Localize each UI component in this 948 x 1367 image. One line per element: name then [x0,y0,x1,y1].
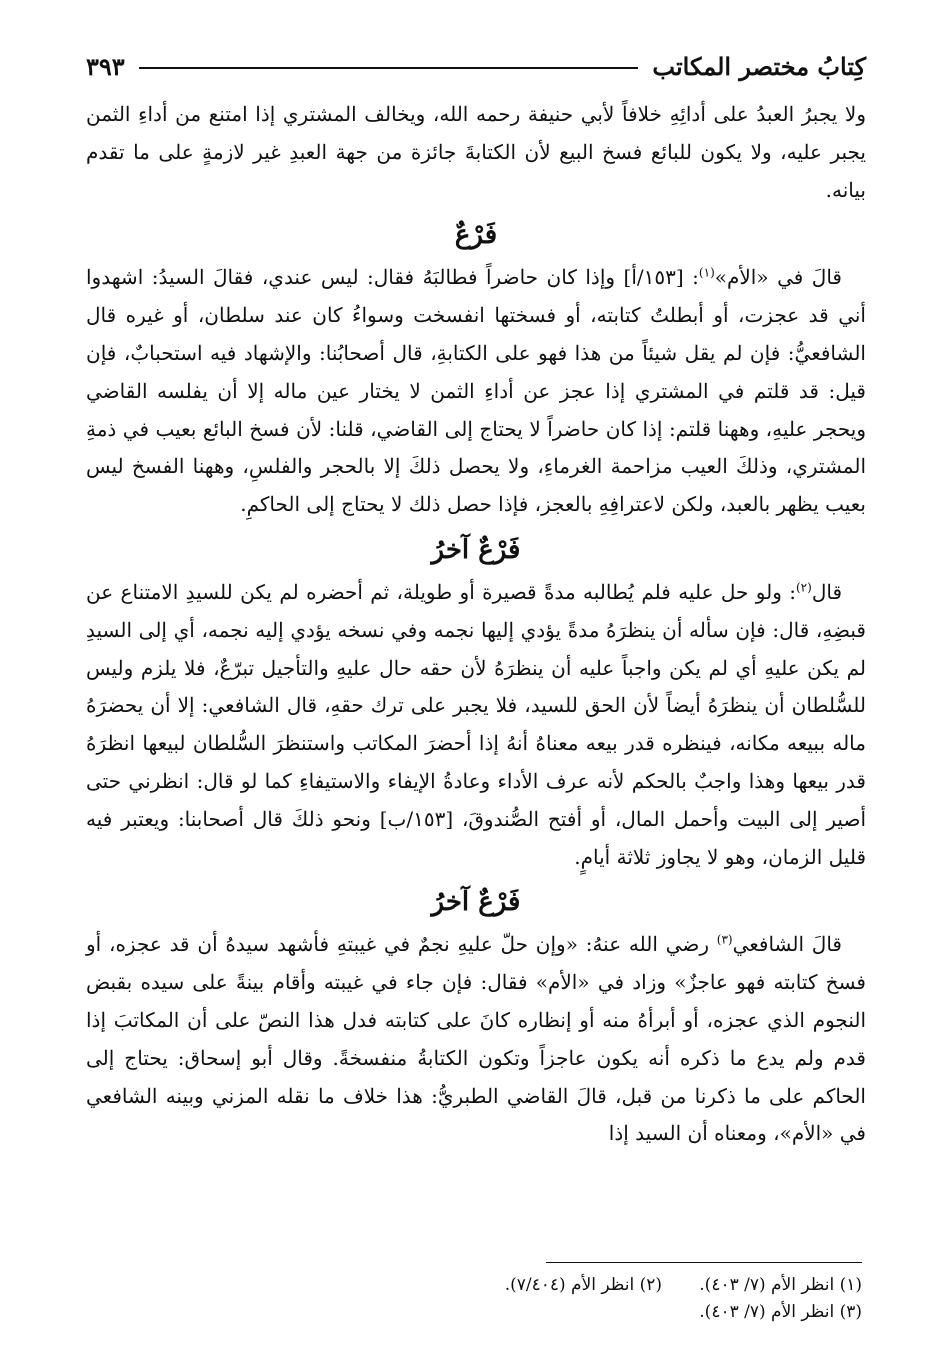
footnote-ref-2[interactable]: (٢) [795,580,812,595]
footnotes [82,1272,862,1326]
paragraph-3-text: : ولو حل عليه فلم يُطالبه مدةً قصيرة أو طويلة، ثم أحضره لم يكن للسيدِ الامتناع عن قبضِهِ، قال: فإن سأله أن ينظرَهُ مدةً يؤدي إليها نجمه وفي نسخه يؤدي إليه نجمه، أي إلى السيدِ لم يكن عليهِ أي لم يكن واجباً عليه أن ينظرَهُ لأن حقه حال عليهِ والتأجيل تبرّعٌ، فلا يلزم وليس للسُّلطان أن ينظرَهُ أيضاً لأن الحق للسيد، فلا يجبر على ترك حقهِ، قال الشافعي: إلا أن يحضرَهُ ماله ببيعه مكانه، فينظره قدر بيعه معناهُ أنهُ إذا أحضرَ المكاتب واستنظرَ السُّلطان لبيعها انظرَهُ قدر بيعها وهذا واجبٌ بالحكم لأنه عرف الأداء وعادةُ الإيفاء والاستيفاءِ كما لو قال: انظرني حتى أصير إلى البيت وأحمل المال، أو أفتح الصُّندوقَ، [١٥٣/ب] ونحو ذلكَ قال أصحابنا: ويعتبر فيه قليل الزمان، وهو لا يجاوز ثلاثة أيامٍ. [86,579,867,869]
running-title: كِتابُ مختصر المكاتب [652,51,866,81]
paragraph-4-lead: قالَ الشافعي [732,932,842,957]
footnote-3: (٣) انظر الأم (٧/ ٤٠٣). [699,1302,862,1322]
paragraph-2-text: : [١٥٣/أ] وإذا كان حاضراً فطالبَهُ فقال: ليس عندي، فقالَ السيدُ: اشهدوا أني قد عجزت، أو أبطلتُ كتابته، أو فسختها انفسخت وسواءُ كان عند سلطان، أو غيره قال الشافعيُّ: فإن لم يقل شيئاً من هذا فهو على الكتابةِ، قال أصحابُنا: والإشهاد فيه استحبابٌ، فإن قيل: قد قلتم في المشتري إذا عجز عن أداءِ الثمن لا يختار عين ماله إلا أن يفلسه القاضي ويحجر عليهِ، وههنا قلتم: إذا كان حاضراً لا يحتاج إلى القاضي، قلنا: لأن فسخ البائع بعيب في ذمةِ المشتري، وذلكَ العيب مزاحمة الغرماءِ، ولا يحصل ذلكَ إلا بالحجر والفلسِ، وههنا الفسخ ليس بعيب يظهر بالعبد، ولكن لاعترافِهِ بالعجز، فإذا حصل ذلك لا يحتاج إلى الحاكمِ. [86,265,866,517]
footnote-2: (٢) انظر الأم (٧/٤٠٤). [504,1275,662,1295]
main-text [86,96,866,1153]
paragraph-3 [86,574,866,876]
header-rule [139,67,639,69]
paragraph-2-lead: قالَ في «الأم» [714,265,842,290]
paragraph-1: ولا يجبرُ العبدُ على أدائِهِ خلافاً لأبي حنيفة رحمه الله، ويخالف المشتري إذا امتنع من أداءِ الثمن يجبر عليه، ولا يكون للبائع فسخ البيع لأن الكتابةَ جائزة من جهة العبدِ غير لازمةٍ على ما تقدم بيانه. [86,102,866,202]
footnote-ref-1[interactable]: (١) [698,265,715,280]
footnote-row [82,1272,862,1299]
footnote-1: (١) انظر الأم (٧/ ٤٠٣). [699,1275,862,1295]
paragraph-3-lead: قال [811,579,842,604]
footnote-separator [546,1262,862,1263]
footnote-ref-3[interactable]: (٣) [716,932,733,947]
section-heading-3: فَرْعٌ آخرُ [431,887,521,918]
section-heading-1: فَرْعٌ [454,220,498,251]
page-header [86,48,866,84]
paragraph-4-text: رضي الله عنهُ: «وإن حلّ عليهِ نجمٌ في غيبتهِ فأشهد سيدهُ أن قد عجزه، أو فسخ كتابته فهو عاجزٌ» وزاد في «الأم» فقال: فإن جاء في غيبته وأقام بينةً على سيده بقبض النجوم الذي عجزه، أو أبرأهُ منه أو إنظاره كانَ على كتابته فدل هذا النصّ على أن المكاتبَ إذا قدم ولم يدع ما ذكره أنه يكون عاجزاً وتكون الكتابةُ منفسخةً. وقال أبو إسحاق: يحتاج إلى الحاكم على ما ذكرنا من قبل، قالَ القاضي الطبريُّ: هذا خلاف ما نقله المزني وبينه الشافعي في «الأم»، ومعناه أن السيد إذا [86,932,866,1146]
paragraph-2 [86,259,866,524]
section-heading-2: فَرْعٌ آخرُ [431,534,521,565]
paragraph-4 [86,926,866,1153]
footnote-row [82,1299,862,1326]
page-number: ٣٩٣ [86,51,125,81]
